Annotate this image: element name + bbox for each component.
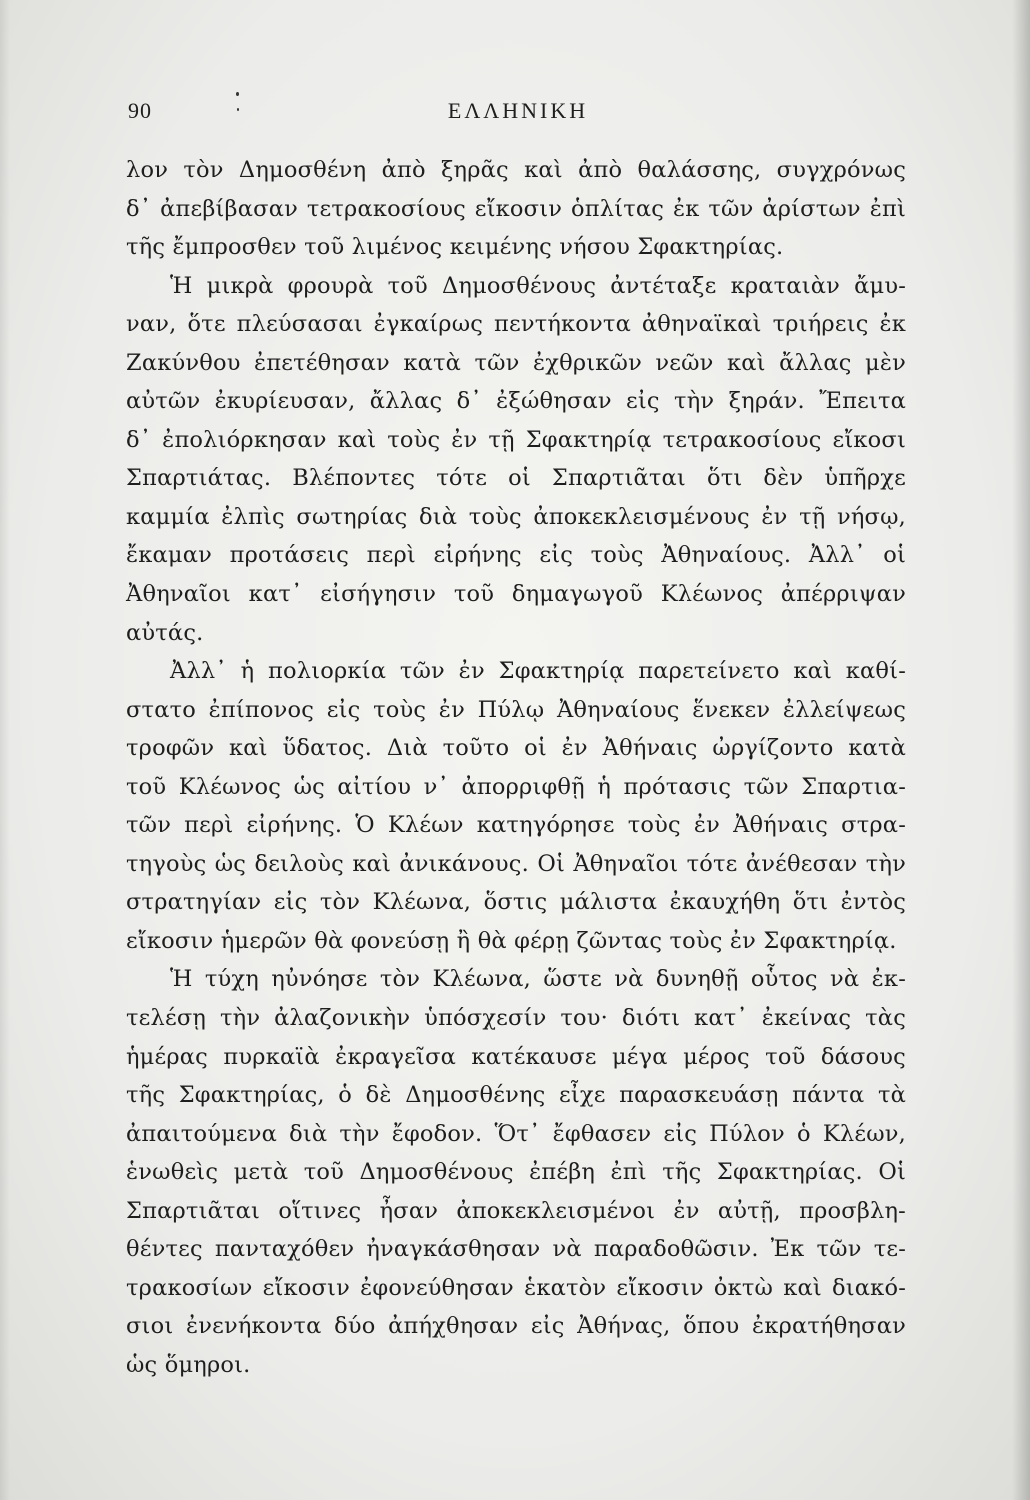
text-line: δ᾽ ἐπολιόρκησαν καὶ τοὺς ἐν τῇ Σφακτηρίᾳ τετρακοσίους εἴκοσι xyxy=(126,426,906,453)
text-line: αὐτάς. xyxy=(126,619,204,646)
text-line: λον τὸν Δημοσθένη ἀπὸ ξηρᾶς καὶ ἀπὸ θαλάσσης, συγχρόνως xyxy=(126,157,906,183)
text-line: ναν, ὅτε πλεύσασαι ἐγκαίρως πεντήκοντα ἀθηναϊκαὶ τριήρεις ἐκ xyxy=(126,311,906,338)
paragraph-first-line: Ἀλλ᾽ ἡ πολιορκία τῶν ἐν Σφακτηρίᾳ παρετείνετο καὶ καθί- xyxy=(170,658,906,685)
paragraph-first-line: Ἡ μικρὰ φρουρὰ τοῦ Δημοσθένους ἀντέταξε κραταιὰν ἄμυ- xyxy=(170,272,906,299)
text-line: τῶν περὶ εἰρήνης. Ὁ Κλέων κατηγόρησε τοὺς ἐν Ἀθήναις στρα- xyxy=(126,812,906,839)
text-line: Σπαρτιάτας. Βλέποντες τότε οἱ Σπαρτιᾶται ὅτι δὲν ὑπῆρχε xyxy=(126,465,906,492)
text-line: θέντες πανταχόθεν ἠναγκάσθησαν νὰ παραδοθῶσιν. Ἐκ τῶν τε- xyxy=(126,1236,906,1263)
text-line: Ζακύνθου ἐπετέθησαν κατὰ τῶν ἐχθρικῶν νεῶν καὶ ἄλλας μὲν xyxy=(126,349,906,376)
text-line: ὡς ὅμηροι. xyxy=(126,1351,251,1378)
page-right-edge-shadow xyxy=(1012,0,1030,1500)
text-line: σιοι ἐνενήκοντα δύο ἀπήχθησαν εἰς Ἀθήνας, ὅπου ἐκρατήθησαν xyxy=(126,1313,906,1340)
text-line: Ἀθηναῖοι κατ᾽ εἰσήγησιν τοῦ δημαγωγοῦ Κλέωνος ἀπέρριψαν xyxy=(126,581,906,608)
text-line: τρακοσίων εἴκοσιν ἐφονεύθησαν ἑκατὸν εἴκοσιν ὀκτὼ καὶ διακό- xyxy=(126,1274,906,1301)
text-line: τῆς ἔμπροσθεν τοῦ λιμένος κειμένης νήσου Σφακτηρίας. xyxy=(126,234,784,261)
text-line: καμμία ἐλπὶς σωτηρίας διὰ τοὺς ἀποκεκλεισμένους ἐν τῇ νήσῳ, xyxy=(126,503,906,530)
text-line: τῆς Σφακτηρίας, ὁ δὲ Δημοσθένης εἶχε παρασκευάσῃ πάντα τὰ xyxy=(126,1082,906,1109)
text-line: Σπαρτιᾶται οἵτινες ἦσαν ἀποκεκλεισμένοι ἐν αὐτῇ, προσβλη- xyxy=(126,1197,906,1224)
text-line: ἔκαμαν προτάσεις περὶ εἰρήνης εἰς τοὺς Ἀθηναίους. Ἀλλ᾽ οἱ xyxy=(126,542,906,569)
page-number: 90 xyxy=(128,98,152,123)
text-line: τοῦ Κλέωνος ὡς αἰτίου ν᾽ ἀπορριφθῇ ἡ πρότασις τῶν Σπαρτια- xyxy=(126,773,906,800)
running-head xyxy=(128,98,908,132)
text-line: τελέσῃ τὴν ἀλαζονικὴν ὑπόσχεσίν του· διότι κατ᾽ ἐκείνας τὰς xyxy=(126,1005,906,1032)
text-line: ἀπαιτούμενα διὰ τὴν ἔφοδον. Ὅτ᾽ ἔφθασεν εἰς Πύλον ὁ Κλέων, xyxy=(126,1120,906,1147)
text-line: τηγοὺς ὡς δειλοὺς καὶ ἀνικάνους. Οἱ Ἀθηναῖοι τότε ἀνέθεσαν τὴν xyxy=(126,850,906,877)
text-line: αὐτῶν ἐκυρίευσαν, ἄλλας δ᾽ ἐξώθησαν εἰς τὴν ξηράν. Ἔπειτα xyxy=(126,388,906,415)
text-line: στατο ἐπίπονος εἰς τοὺς ἐν Πύλῳ Ἀθηναίους ἕνεκεν ἐλλείψεως xyxy=(126,696,906,723)
text-line: δ᾽ ἀπεβίβασαν τετρακοσίους εἴκοσιν ὁπλίτας ἐκ τῶν ἀρίστων ἐπὶ xyxy=(126,195,906,222)
text-body xyxy=(126,151,906,1385)
ink-speck xyxy=(236,92,239,96)
text-line: τροφῶν καὶ ὕδατος. Διὰ τοῦτο οἱ ἐν Ἀθήναις ὠργίζοντο κατὰ xyxy=(126,735,906,762)
running-title: ΕΛΛΗΝΙΚΗ xyxy=(447,98,589,123)
text-line: εἴκοσιν ἡμερῶν θὰ φονεύσῃ ἢ θὰ φέρῃ ζῶντας τοὺς ἐν Σφακτηρίᾳ. xyxy=(126,927,897,954)
text-line: στρατηγίαν εἰς τὸν Κλέωνα, ὅστις μάλιστα ἐκαυχήθη ὅτι ἐντὸς xyxy=(126,889,906,916)
paragraph-first-line: Ἡ τύχη ηὐνόησε τὸν Κλέωνα, ὥστε νὰ δυνηθῇ οὗτος νὰ ἐκ- xyxy=(170,966,906,993)
text-line: ἑνωθεὶς μετὰ τοῦ Δημοσθένους ἐπέβη ἐπὶ τῆς Σφακτηρίας. Οἱ xyxy=(126,1159,906,1186)
text-line: ἡμέρας πυρκαϊὰ ἐκραγεῖσα κατέκαυσε μέγα μέρος τοῦ δάσους xyxy=(126,1043,906,1070)
page-left-edge-shadow xyxy=(0,0,10,1500)
